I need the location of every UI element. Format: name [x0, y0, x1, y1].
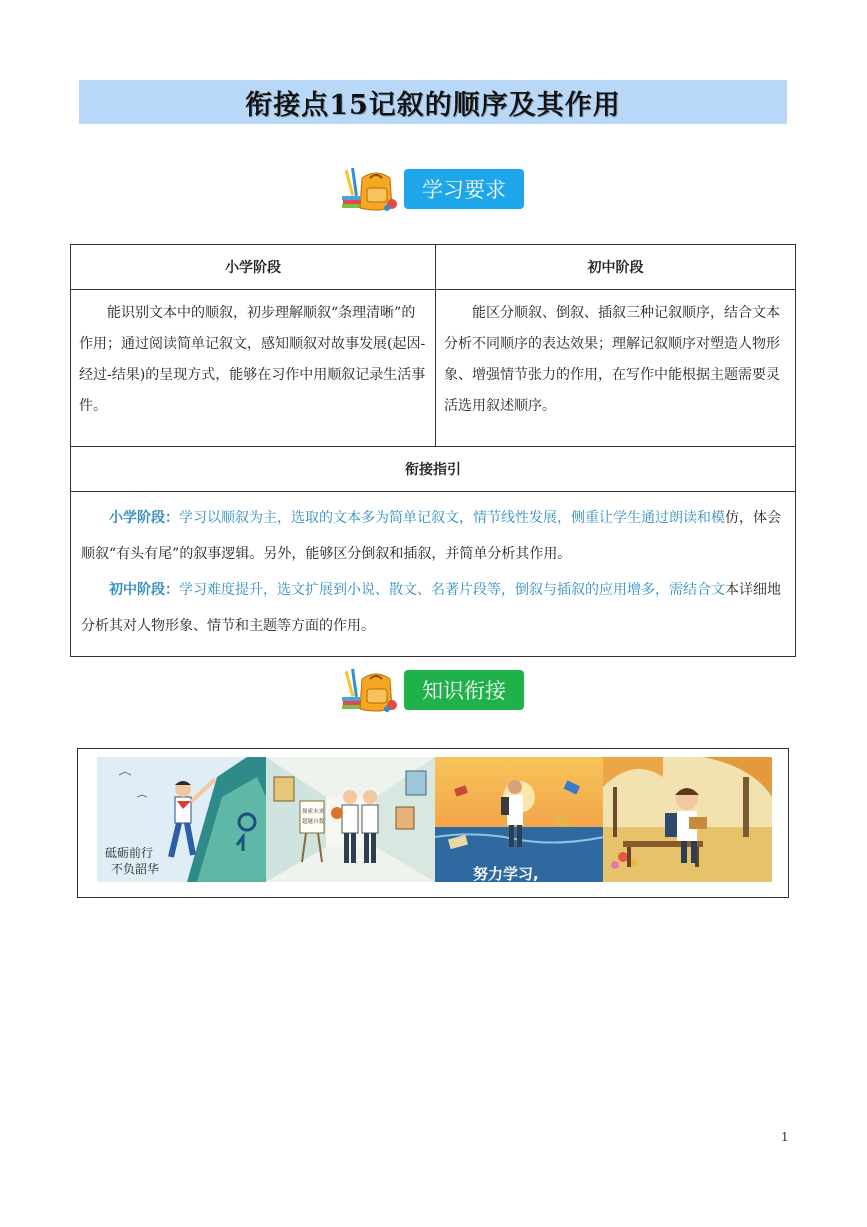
guide-paragraph-middle	[81, 572, 785, 644]
guide-header: 衔接指引	[71, 447, 796, 492]
guide-text-primary-colored: 学习以顺叙为主，选取的文本多为简单记叙文，情节线性发展，侧重让学生通过朗读和模	[179, 510, 725, 526]
guide-text-primary-rest: 仿，体会顺叙“有头有尾”的叙事逻辑。另外，能够区分倒叙和插叙，并简单分析其作用。	[81, 510, 781, 562]
section-label-knowledge-link: 知识衔接	[404, 670, 524, 710]
school-bag-icon	[340, 166, 398, 212]
title-bar	[79, 80, 787, 124]
guide-cell	[71, 492, 796, 657]
illustration-climbing-boy	[97, 757, 266, 882]
primary-stage-cell	[71, 290, 436, 447]
primary-stage-header: 小学阶段	[71, 245, 436, 290]
illustration-hallway-boys	[266, 757, 435, 882]
section-header-learning-requirements	[340, 166, 524, 212]
panel1-caption-line1: 砥砺前行	[105, 846, 154, 860]
guide-text-middle-rest: 本详细地分析其对人物形象、情节和主题等方面的作用。	[81, 582, 781, 634]
page-title: 衔接点15记叙的顺序及其作用	[245, 89, 621, 121]
section-label-learning-requirements: 学习要求	[404, 169, 524, 209]
illustration-frame	[77, 748, 789, 898]
page-number: 1	[781, 1130, 789, 1144]
guide-label-middle: 初中阶段：	[109, 582, 179, 598]
panel2-sign-line2: 超越自我	[301, 819, 324, 825]
primary-stage-text: 能识别文本中的顺叙，初步理解顺叙“条理清晰”的作用；通过阅读简单记叙文，感知顺叙对故事发展(起因-经过-结果)的呈现方式，能够在习作中用顺叙记录生活事件。	[79, 305, 426, 414]
guide-paragraph-primary	[81, 500, 785, 572]
illustration-sea-books	[435, 757, 604, 882]
section-header-knowledge-link	[340, 667, 524, 713]
requirements-table	[70, 244, 796, 657]
school-bag-icon	[340, 667, 398, 713]
illustration-bench-reading	[603, 757, 772, 882]
panel3-banner: 努力学习,	[472, 865, 539, 882]
panel1-caption-line2: 不负韶华	[111, 862, 160, 876]
guide-text-middle-colored: 学习难度提升，选文扩展到小说、散文、名著片段等，倒叙与插叙的应用增多，需结合文	[179, 582, 725, 598]
guide-label-primary: 小学阶段：	[109, 510, 179, 526]
middle-stage-header: 初中阶段	[436, 245, 796, 290]
middle-stage-text: 能区分顺叙、倒叙、插叙三种记叙顺序，结合文本分析不同顺序的表达效果；理解记叙顺序对塑造人物形象、增强情节张力的作用，在写作中能根据主题需要灵活选用叙述顺序。	[444, 305, 780, 414]
middle-stage-cell	[436, 290, 796, 447]
panel2-sign-line1: 探索未来	[301, 809, 324, 815]
